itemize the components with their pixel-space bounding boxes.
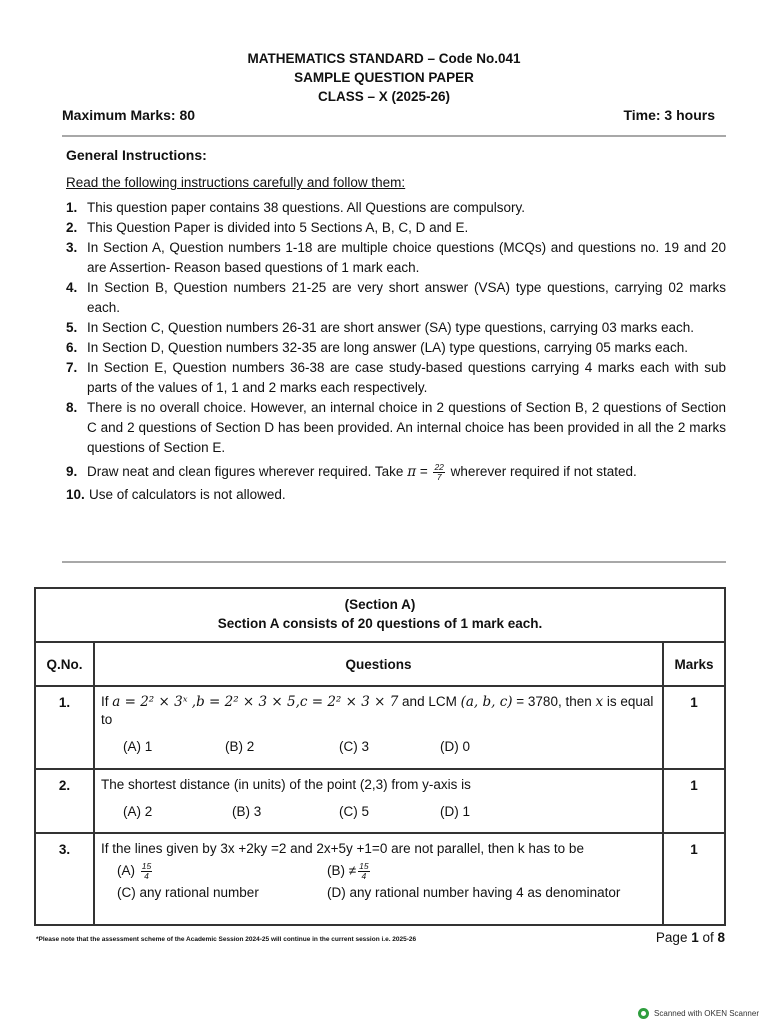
table-header-row bbox=[35, 642, 725, 686]
instruction-item: 6. In Section D, Question numbers 32-35 are long answer (LA) type questions, carrying 05 marks each. bbox=[66, 340, 689, 355]
option-d: (D) 1 bbox=[440, 804, 470, 819]
paper-title: MATHEMATICS STANDARD – Code No.041 bbox=[247, 51, 521, 66]
option-b: (B) 2 bbox=[225, 739, 255, 754]
instruction-item: 3. In Section A, Question numbers 1-18 are multiple choice questions (MCQs) and questions no. 19 and 20 are Assertion- Reason based questions of 1 mark each. bbox=[66, 240, 726, 275]
section-title: (Section A) bbox=[344, 597, 416, 612]
col-marks: Marks bbox=[663, 642, 725, 686]
time-allowed: Time: 3 hours bbox=[623, 107, 715, 123]
paper-subtitle: SAMPLE QUESTION PAPER bbox=[294, 70, 474, 85]
option-a: (A) $\frac{15}{4}$ bbox=[117, 861, 152, 881]
instruction-item: 1. This question paper contains 38 questions. All Questions are compulsory. bbox=[66, 200, 525, 215]
instruction-item: 9. Draw neat and clean figures wherever required. Take π = $\frac{22}{7}$ wherever required if not stated. bbox=[66, 461, 637, 482]
section-a-table bbox=[34, 587, 726, 926]
divider-bottom bbox=[62, 561, 726, 563]
instruction-item: 7. In Section E, Question numbers 36-38 are case study-based questions carrying 4 marks each with sub parts of the values of 1, 1 and 2 marks each respectively. bbox=[66, 360, 726, 395]
option-b: (B) 3 bbox=[232, 804, 262, 819]
instruction-item: 5. In Section C, Question numbers 26-31 are short answer (SA) type questions, carrying 03 marks each. bbox=[66, 320, 695, 335]
table-row bbox=[35, 769, 725, 833]
question-text: If the lines given by 3x +2ky =2 and 2x+5y +1=0 are not parallel, then k has to be (A) $\frac{15}{4}$ (B) ≠ $\frac{15}{4}$ (C) any rational number (D) any rational number having 4 as denominator bbox=[94, 833, 663, 925]
option-c: (C) 5 bbox=[339, 804, 369, 819]
question-number: 1. bbox=[35, 686, 94, 769]
question-text: If a = 2² × 3ˣ ,b = 2² × 3 × 5,c = 2² × 3 × 7 and LCM (a, b, c) = 3780, then x is equal to (A) 1 (B) 2 (C) 3 (D) 0 bbox=[94, 686, 663, 769]
option-c: (C) 3 bbox=[339, 739, 369, 754]
option-d: (D) 0 bbox=[440, 739, 470, 754]
table-row bbox=[35, 833, 725, 925]
answer-options bbox=[123, 738, 656, 756]
table-row bbox=[35, 686, 725, 769]
question-marks: 1 bbox=[663, 769, 725, 833]
question-marks: 1 bbox=[663, 686, 725, 769]
instructions-list bbox=[66, 198, 726, 505]
scanner-logo-icon bbox=[638, 1008, 649, 1019]
option-d: (D) any rational number having 4 as denominator bbox=[327, 885, 621, 900]
instruction-item: 10. Use of calculators is not allowed. bbox=[66, 487, 286, 502]
general-instructions-title: General Instructions: bbox=[66, 147, 207, 163]
answer-options bbox=[123, 803, 656, 821]
instruction-item: 4. In Section B, Question numbers 21-25 are very short answer (VSA) type questions, carrying 02 marks each. bbox=[66, 280, 726, 315]
question-number: 3. bbox=[35, 833, 94, 925]
answer-options bbox=[117, 862, 656, 881]
question-number: 2. bbox=[35, 769, 94, 833]
section-heading bbox=[35, 588, 725, 642]
section-subtitle: Section A consists of 20 questions of 1 mark each. bbox=[217, 616, 543, 631]
class-line: CLASS – X (2025-26) bbox=[317, 89, 451, 104]
question-text: The shortest distance (in units) of the point (2,3) from y-axis is (A) 2 (B) 3 (C) 5 (D) 1 bbox=[94, 769, 663, 833]
option-a: (A) 2 bbox=[123, 804, 153, 819]
col-questions: Questions bbox=[94, 642, 663, 686]
option-c: (C) any rational number bbox=[117, 885, 259, 900]
max-marks: Maximum Marks: 80 bbox=[62, 107, 196, 123]
instruction-item: 2. This Question Paper is divided into 5 Sections A, B, C, D and E. bbox=[66, 220, 469, 235]
option-a: (A) 1 bbox=[123, 739, 153, 754]
read-instructions-note: Read the following instructions carefully and follow them: bbox=[66, 175, 406, 190]
question-marks: 1 bbox=[663, 833, 725, 925]
page-number: Page 1 of 8 bbox=[655, 930, 725, 945]
scanner-watermark: Scanned with OKEN Scanner bbox=[638, 1008, 759, 1019]
fraction-22-7: $\frac{22}{7}$ bbox=[434, 461, 444, 482]
instruction-item: 8. There is no overall choice. However, an internal choice in 2 questions of Section B, 2 questions of Section C and 2 questions of Section D has been provided. An internal choice has been provided in all the 2 marks questions of Section E. bbox=[66, 400, 726, 455]
col-qno: Q.No. bbox=[35, 642, 94, 686]
assessment-note: *Please note that the assessment scheme of the Academic Session 2024-25 will continue in the current session i.e. 2025-26 bbox=[36, 936, 417, 943]
option-b: (B) ≠ $\frac{15}{4}$ bbox=[327, 861, 369, 881]
marks-time-row bbox=[62, 107, 715, 123]
divider-top bbox=[62, 135, 726, 137]
